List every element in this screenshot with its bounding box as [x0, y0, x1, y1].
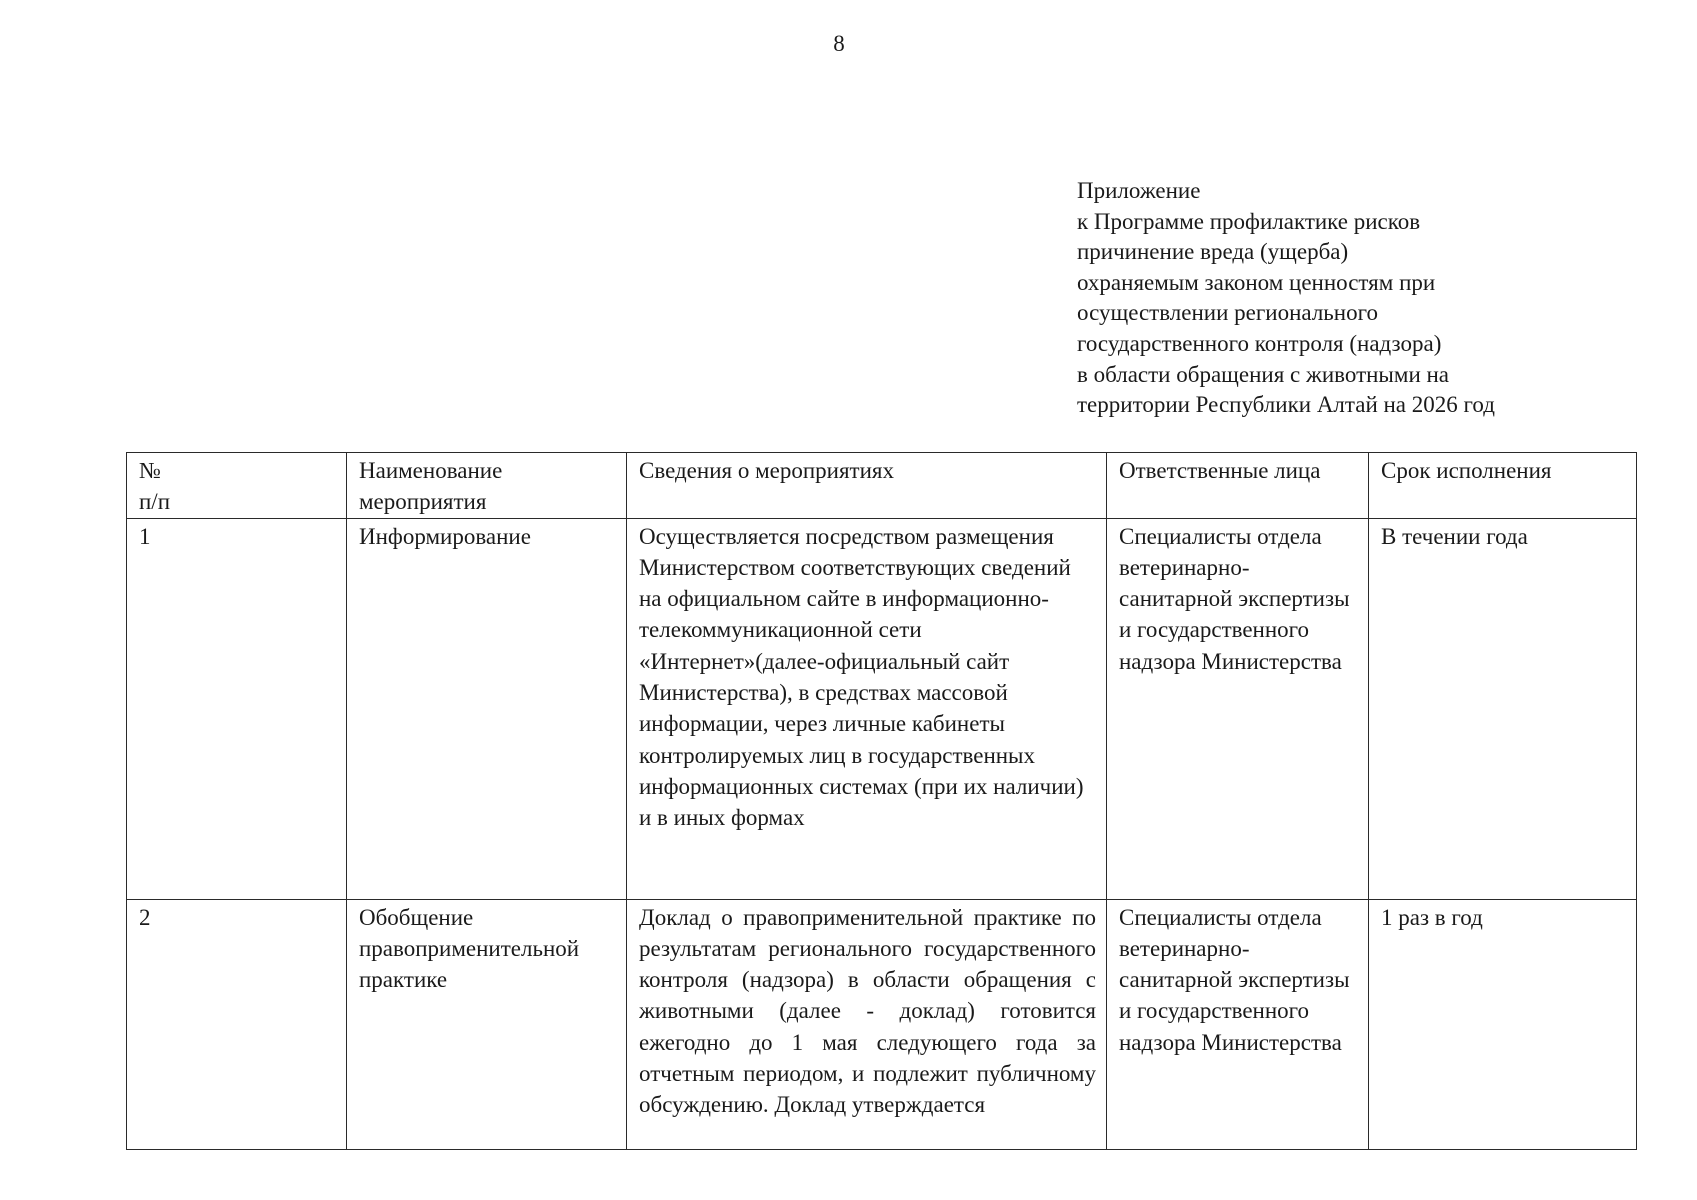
cell-responsible: Специалисты отдела ветеринарно-санитарной экспертизы и государственного надзора Министерства — [1107, 899, 1369, 1149]
cell-event-info-wrap — [627, 899, 1107, 1149]
cell-event-name: Обобщение правоприменительной практике — [347, 899, 627, 1149]
header-number — [127, 453, 347, 519]
events-table — [126, 452, 1637, 1150]
page-number: 8 — [833, 31, 845, 56]
header-event-name — [347, 453, 627, 519]
header-number-line2: п/п — [139, 489, 171, 515]
table-row — [127, 518, 1637, 899]
appendix-line: осуществлении регионального — [1077, 300, 1378, 326]
cell-term: В течении года — [1369, 518, 1637, 899]
appendix-line: охраняемым законом ценностям при — [1077, 269, 1436, 295]
appendix-line: территории Республики Алтай на 2026 год — [1077, 392, 1495, 418]
appendix-line: государственного контроля (надзора) — [1077, 330, 1442, 356]
appendix-line: Приложение — [1077, 178, 1201, 203]
cell-number: 1 — [127, 518, 347, 899]
appendix-line: в области обращения с животными на — [1077, 361, 1450, 387]
cell-number: 2 — [127, 899, 347, 1149]
cell-responsible: Специалисты отдела ветеринарно-санитарной экспертизы и государственного надзора Министерства — [1107, 518, 1369, 899]
header-term: Срок исполнения — [1369, 453, 1637, 519]
header-event-info: Сведения о мероприятиях — [627, 453, 1107, 519]
cell-event-info: Осуществляется посредством размещения Министерством соответствующих сведений на официальном сайте в информационно-телекоммуникационной сети «Интернет»(далее-официальный сайт Министерства), в средствах массовой информации, через личные кабинеты контролируемых лиц в государственных информационных системах (при их наличии) и в иных формах — [627, 518, 1107, 899]
appendix-line: причинение вреда (ущерба) — [1077, 239, 1349, 265]
cell-event-info: Доклад о правоприменительной практике по результатам регионального государственного контроля (надзора) в области обращения с животными (далее - доклад) готовится ежегодно до 1 мая следующего года за отчетным периодом, и подлежит публичному обсуждению. Доклад утверждается — [639, 904, 1096, 1118]
table-header-row — [127, 453, 1637, 519]
header-event-name-line1: Наименование — [359, 458, 503, 483]
appendix-line: к Программе профилактике рисков — [1077, 208, 1421, 234]
appendix-caption — [1077, 176, 1637, 421]
header-number-line1: № — [139, 458, 161, 483]
cell-term: 1 раз в год — [1369, 899, 1637, 1149]
cell-event-name: Информирование — [347, 518, 627, 899]
header-responsible: Ответственные лица — [1107, 453, 1369, 519]
table-row — [127, 899, 1637, 1149]
header-event-name-line2: мероприятия — [359, 489, 487, 515]
